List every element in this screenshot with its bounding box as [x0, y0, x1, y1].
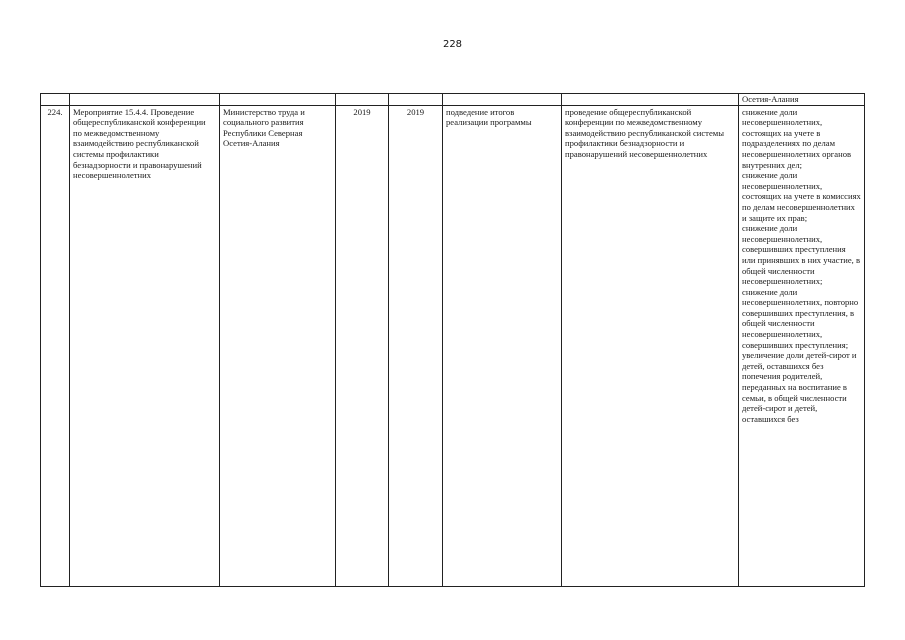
header-cell-result — [443, 94, 562, 106]
table-row — [41, 105, 865, 586]
header-cell-indicators: Осетия-Алания — [739, 94, 865, 106]
end-year-cell: 2019 — [389, 105, 443, 586]
header-cell-end-year — [389, 94, 443, 106]
start-year-cell: 2019 — [336, 105, 389, 586]
header-cell-direction — [562, 94, 739, 106]
executor-cell: Министерство труда и социального развития Республики Северная Осетия-Алания — [220, 105, 336, 586]
direction-cell: проведение общереспубликанской конференции по межведомственному взаимодействию республиканской системы профилактики безнадзорности и правонарушений несовершеннолетних — [562, 105, 739, 586]
result-cell: подведение итогов реализации программы — [443, 105, 562, 586]
program-table — [40, 93, 865, 587]
page-number: 228 — [442, 39, 463, 50]
row-number: 224. — [41, 105, 70, 586]
header-cell-event — [70, 94, 220, 106]
table-header-row — [41, 94, 865, 106]
event-cell: Мероприятие 15.4.4. Проведение общереспубликанской конференции по межведомственному взаимодействию республиканской системы профилактики безнадзорности и правонарушений несовершеннолетних — [70, 105, 220, 586]
header-cell-executor — [220, 94, 336, 106]
header-cell-start-year — [336, 94, 389, 106]
indicators-cell: снижение доли несовершеннолетних, состоящих на учете в подразделениях по делам несовершеннолетних органов внутренних дел; снижение доли несовершеннолетних, состоящих на учете в комиссиях по делам несовершеннолетних и защите их прав; снижение доли несовершеннолетних, совершивших преступления или принявших в них участие, в общей численности несовершеннолетних; снижение доли несовершеннолетних, повторно совершивших преступления, в общей численности несовершеннолетних, совершивших преступления; увеличение доли детей-сирот и детей, оставшихся без попечения родителей, переданных на воспитание в семьи, в общей численности детей-сирот и детей, оставшихся без — [739, 105, 865, 586]
header-cell-number — [41, 94, 70, 106]
